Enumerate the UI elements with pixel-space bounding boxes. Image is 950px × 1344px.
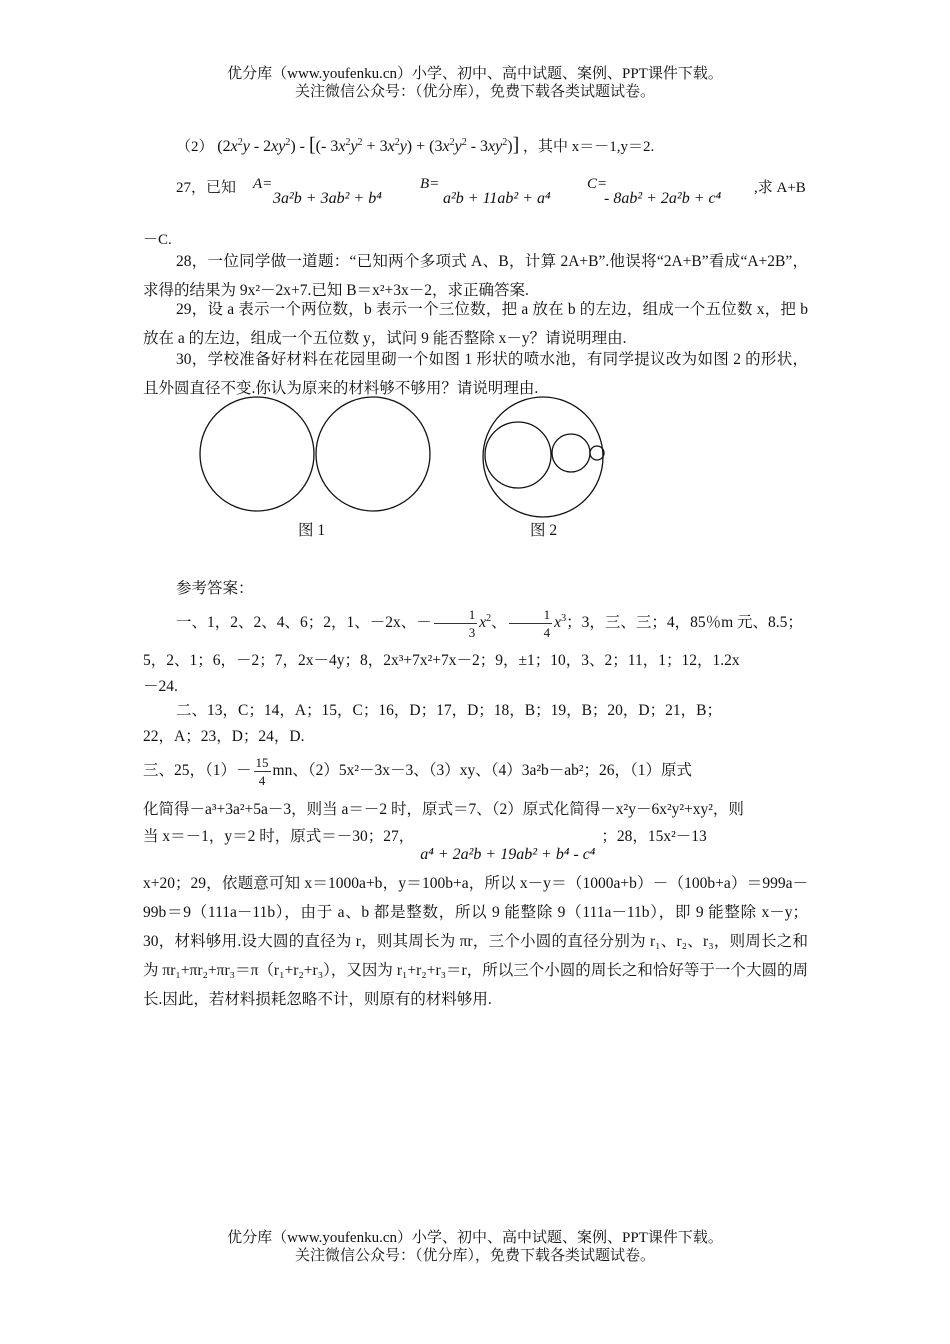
figure-2 <box>482 395 612 520</box>
answers-sec3-text-d-tail: ；28，15x²－13 <box>601 828 707 845</box>
answers-section-3-paragraph: x+20；29，依题意可知 x＝1000a+b，y＝100b+a，所以 x－y＝（1000a+b）－（100b+a）＝999a－99b＝9（111a－11b），由于 a、b 都是整数，所以 9 能整除 9（111a－11b），即 9 能整除 x－y；30，材料够用.设大圆的直径为 r，则其周长为 πr，三个小圆的直径分别为 r₁、r₂、r₃，则周长之和为 πr₁+πr₂+πr₃＝π（r₁+r₂+r₃），又因为 r₁+r₂+r₃＝r，所以三个小圆的周长之和恰好等于一个大圆的周长.因此，若材料损耗忽略不计，则原有的材料够用. <box>143 875 808 1008</box>
fig2-medium-inner-circle <box>552 434 590 472</box>
fraction-numerator: 15 <box>255 754 269 770</box>
fraction-numerator: 1 <box>434 606 478 624</box>
answers-section-1-line-2: 5，2、1；6，－2；7，2x－4y；8，2x³+7x²+7x－2；9，±1；10，3、2；11，1；12，1.2x <box>143 652 740 669</box>
question-30: 30，学校准备好材料在花园里砌一个如图 1 形状的喷水池，有同学提议改为如图 2 的形状，且外圆直径不变.你认为原来的材料够不够用？请说明理由. <box>143 351 808 397</box>
q27-a-label: A= <box>253 176 273 192</box>
q27-ask-continued: －C. <box>143 232 172 248</box>
fig2-large-inner-circle <box>485 422 551 488</box>
answers-sec3-text-b: mn、（2）5x²－3x－3、（3）xy、（4）3a²b－ab²；26，（1）原式 <box>272 762 693 779</box>
answers-sec3-text-d: 当 x＝－1，y＝2 时，原式＝－30；27， <box>143 828 415 845</box>
question-28: 28，一位同学做一道题：“已知两个多项式 A、B，计算 2A+B”.他误将“2A+B”看成“A+2B”，求得的结果为 9x²－2x+7.已知 B＝x²+3x－2，求正确答案. <box>143 253 808 299</box>
fraction-fifteen-quarters <box>254 754 271 789</box>
q26-2-number: （2） <box>176 139 214 155</box>
q27-ask: ,求 A+B <box>754 180 806 196</box>
q27-a-expression: 3a²b + 3ab² + b⁴ <box>273 190 382 207</box>
answers-section-3-line-3 <box>143 822 808 863</box>
answers-section-2-line-1: 二、13，C；14，A；15，C；16，D；17，D；18，B；19，B；20，D；21，B； <box>176 702 722 719</box>
q26-2-expression: （2） $(2x^2y - 2xy^2)$ - [(- $3x^2y^2 + 3x^2y) + (3x^2y^2 - 3xy^2)$] ，其中 x＝－1,y＝2. <box>176 134 655 156</box>
fraction-one-quarter <box>509 606 553 641</box>
answers-sec3-text-a: 三、25，（1）－ <box>143 762 252 779</box>
q27-b-expression: a²b + 11ab² + a⁴ <box>443 190 551 207</box>
question-29: 29，设 a 表示一个两位数，b 表示一个三位数，把 a 放在 b 的左边，组成一个五位数 x，把 b 放在 a 的左边，组成一个五位数 y，试问 9 能否整除 x－y？请说明理由. <box>143 301 808 347</box>
footer-line-1: 优分库（www.youfenku.cn）小学、初中、高中试题、案例、PPT课件下载。 <box>227 1230 723 1246</box>
fraction-denominator: 3 <box>468 624 476 640</box>
footer-line-2: 关注微信公众号：（优分库），免费下载各类试题试卷。 <box>294 1248 655 1264</box>
answers-sec1-text-a: 一、1，2、2、4、6；2，1、－2x、－ <box>176 614 432 631</box>
fraction-one-third <box>434 606 478 641</box>
figure-2-label: 图 2 <box>530 522 558 539</box>
answers-section-1-line-1: 一、1，2、2、4、6；2，1、－2x、－ $\frac{1}{3}$ $x^2$、 $\frac{1}{4}$ $x^3$；3，三、三；4，85％m 元、8.5； <box>176 606 803 640</box>
fig1-left-circle <box>200 397 314 511</box>
fig2-small-inner-circle <box>590 446 604 460</box>
fraction-denominator: 4 <box>258 772 266 788</box>
answers-section-1-line-3: －24. <box>143 678 178 695</box>
answers-section-3-line-2: 化简得－a³+3a²+5a－3，则当 a＝－2 时，原式＝7、（2）原式化简得－x²y－6x²y²+xy²，则 <box>143 801 744 818</box>
q26-2-condition: ，其中 x＝－1,y＝2. <box>522 139 655 155</box>
answer-27-expression: a⁴ + 2a²b + 19ab² + b⁴ - c⁴ <box>420 846 596 863</box>
q27-b-label: B= <box>420 176 440 192</box>
fig2-outer-circle <box>483 397 603 517</box>
fig1-right-circle <box>316 397 430 511</box>
q27-c-expression: - 8ab² + 2a²b + c⁴ <box>604 190 722 207</box>
answers-section-2-line-2: 22，A；23，D；24，D. <box>143 728 305 745</box>
answers-title: 参考答案： <box>176 580 254 597</box>
fraction-numerator: 1 <box>509 606 553 624</box>
header-line-1: 优分库（www.youfenku.cn）小学、初中、高中试题、案例、PPT课件下载。 <box>227 66 723 82</box>
q27-prefix: 27，已知 <box>176 180 237 196</box>
q27-c-label: C= <box>587 176 608 192</box>
header-line-2: 关注微信公众号：（优分库），免费下载各类试题试卷。 <box>294 84 655 100</box>
fraction-denominator: 4 <box>543 624 551 640</box>
answers-sec1-text-b: ；3，三、三；4，85％m 元、8.5； <box>566 614 803 631</box>
answers-section-3-line-1 <box>143 750 808 792</box>
figure-1-label: 图 1 <box>298 522 326 539</box>
figure-1 <box>195 395 445 520</box>
